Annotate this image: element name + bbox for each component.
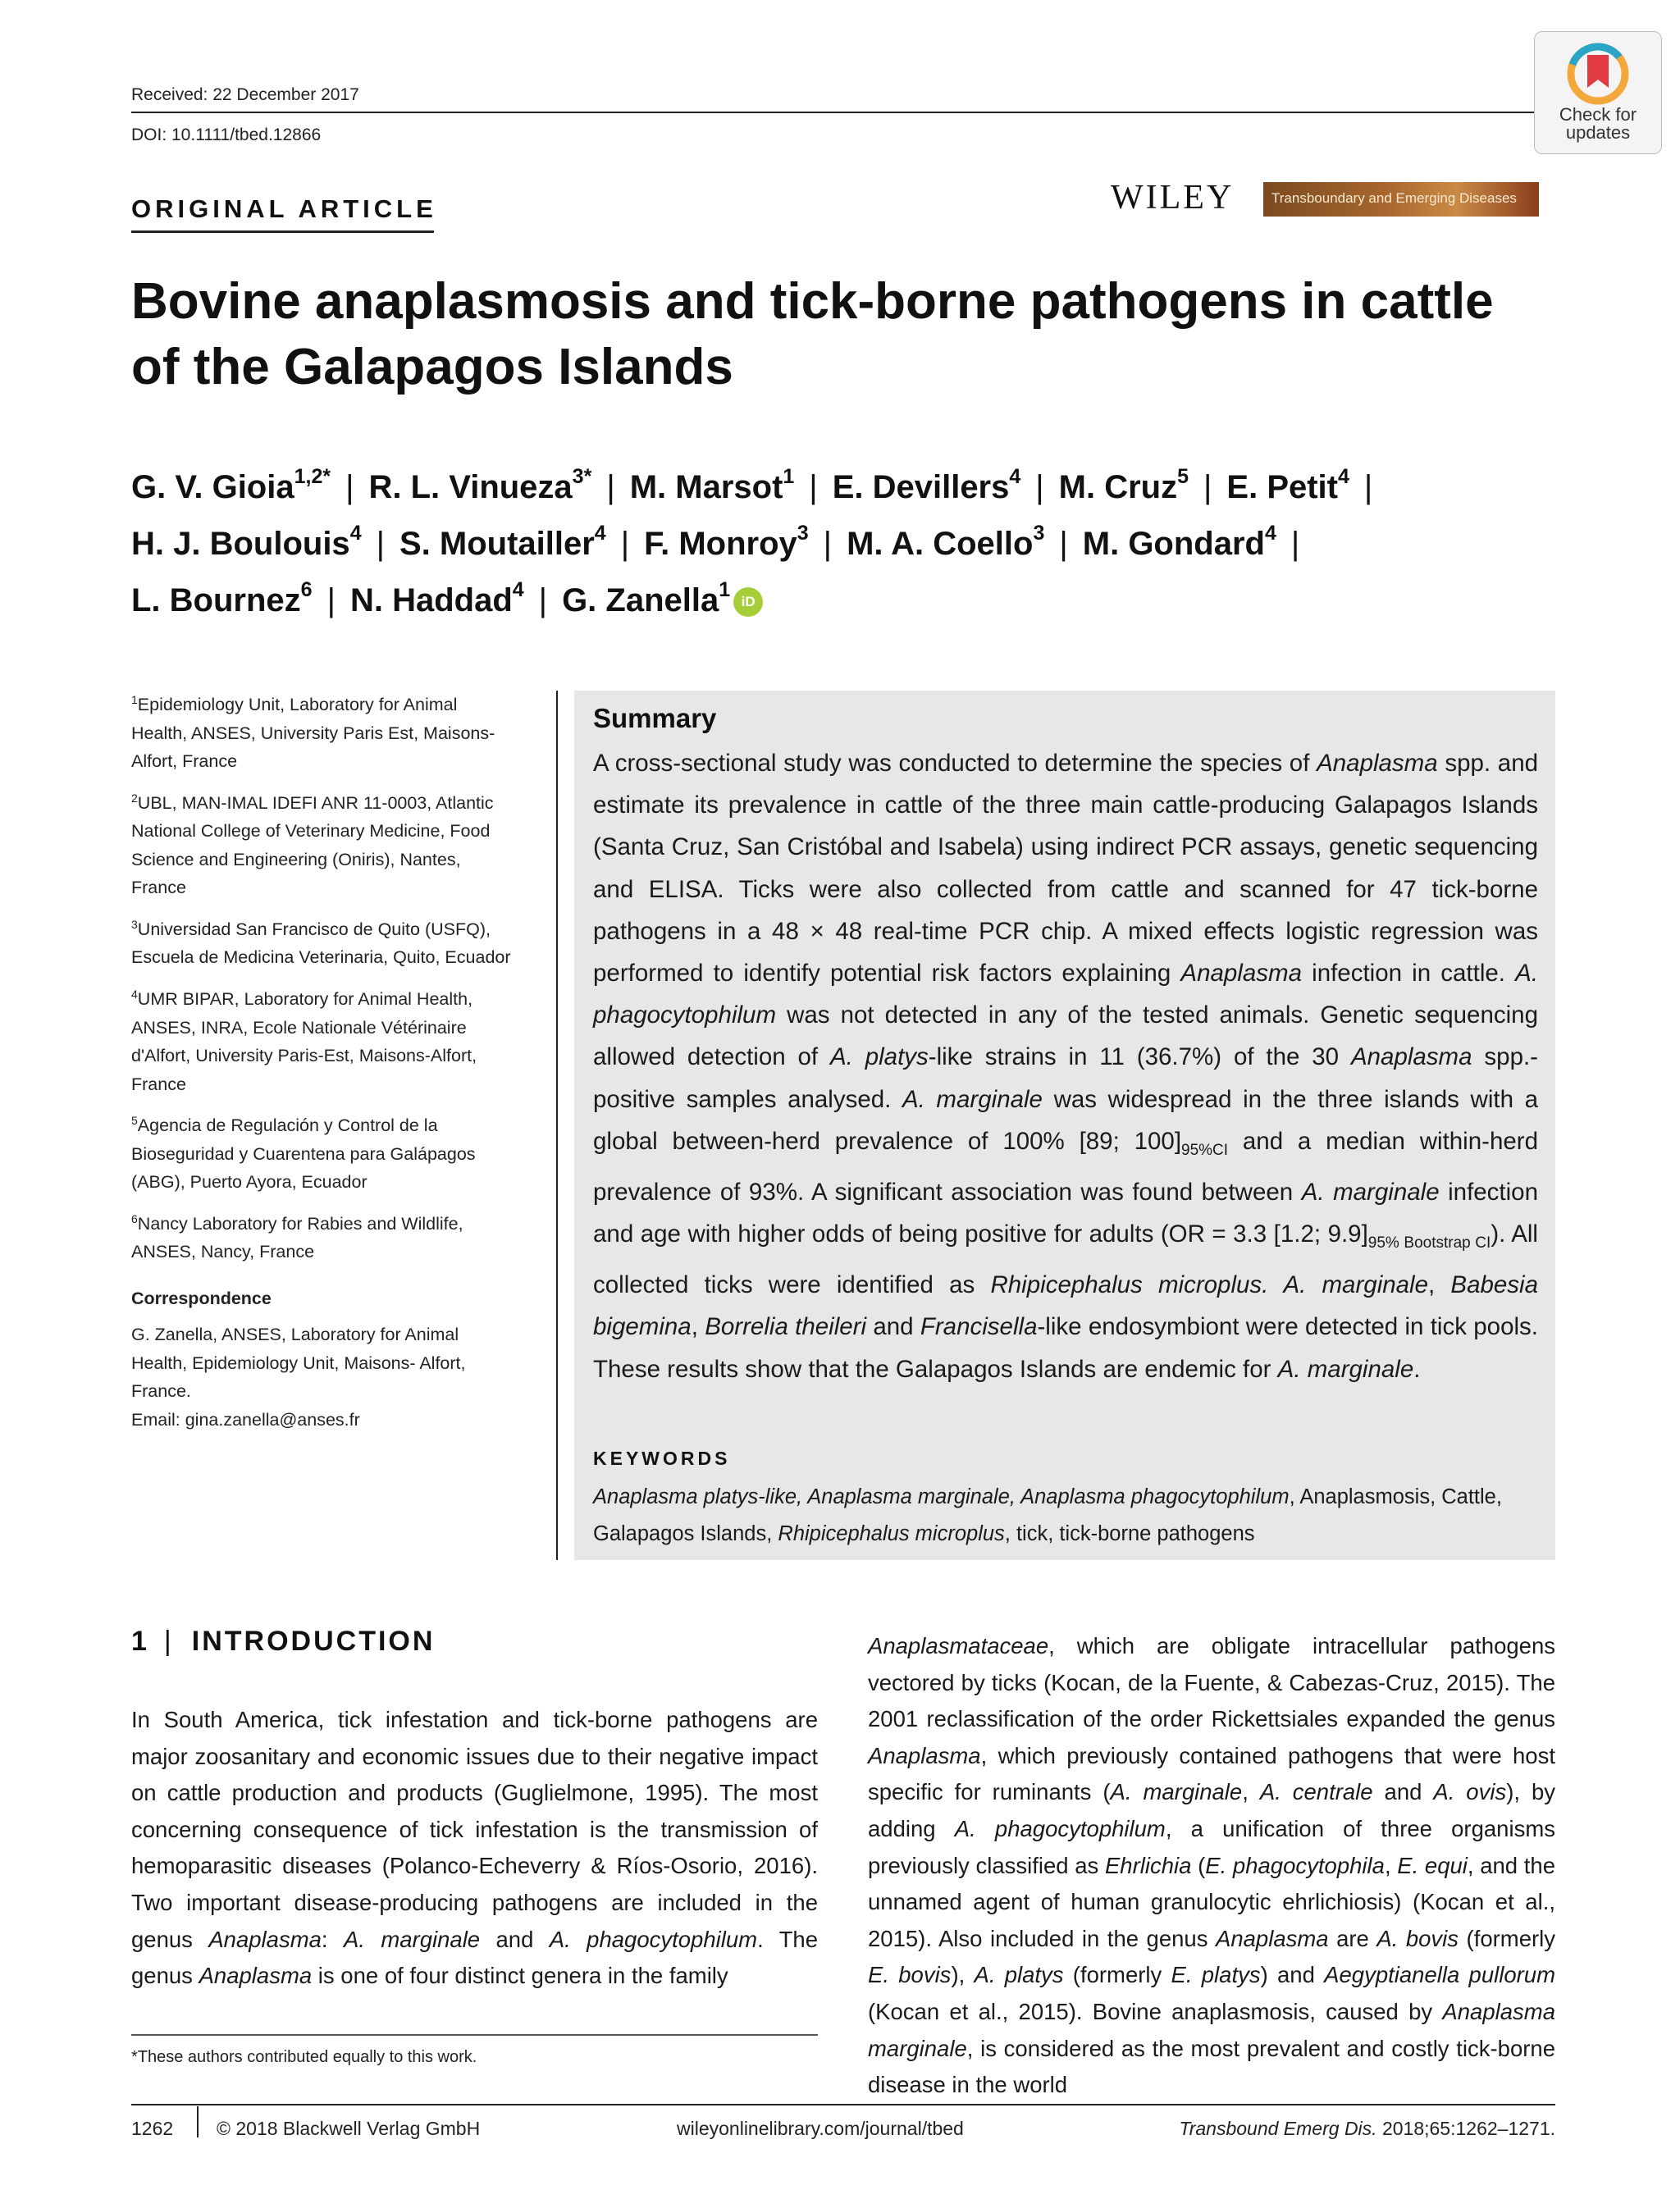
author-name[interactable]: F. Monroy$^3$ [644, 521, 809, 562]
author-separator: | [1290, 526, 1300, 562]
affiliation-item [131, 1205, 517, 1266]
intro-run: are [1328, 1925, 1377, 1951]
author-name[interactable]: M. Cruz$^5$ [1058, 464, 1189, 505]
author-separator: | [823, 526, 833, 562]
affiliation-text: Universidad San Francisco de Quito (USFQ), Escuela de Medicina Veterinaria, Quito, Ecuador [131, 919, 511, 968]
affiliation-item [131, 686, 517, 776]
intro-run: . The genus [131, 1926, 819, 1989]
author-separator: | [538, 582, 548, 618]
affiliation-item [131, 980, 517, 1098]
summary-run: A. phagocytophilum [593, 960, 1539, 1029]
affiliation-number: 6 [131, 1211, 138, 1225]
citation [1179, 2118, 1555, 2140]
summary-run: was widespread in the three islands with a global between-herd prevalence of 100% [89; 100] [593, 1085, 1538, 1155]
summary-run: A cross-sectional study was conducted to determine the species of [593, 750, 1317, 777]
author-affiliation-marker: 1 [719, 577, 731, 601]
correspondence-text: G. Zanella, ANSES, Laboratory for Animal Health, Epidemiology Unit, Maisons- Alfort, France. [131, 1325, 466, 1402]
intro-run: A. ovis [1433, 1779, 1507, 1805]
summary-run: , [691, 1313, 705, 1341]
intro-run: ( [1191, 1852, 1206, 1878]
intro-run: A. phagocytophilum [549, 1926, 758, 1952]
summary-run: -like endosymbiont were detected in tick pools. These results show that the Galapagos Islands are endemic for [593, 1313, 1538, 1383]
intro-right-column [868, 1628, 1555, 2104]
summary-divider [556, 691, 558, 1560]
summary-run: Babesia bigemina [593, 1271, 1539, 1341]
intro-run: , which are obligate intracellular pathogens vectored by ticks (Kocan, de la Fuente, & Cabezas-Cruz, 2015). The 2001 reclassification of the order Rickettsiales expanded the genus [868, 1633, 1555, 1732]
footer-separator [197, 2106, 199, 2137]
author-separator: | [1035, 469, 1044, 505]
author-separator: | [345, 469, 354, 505]
copyright: © 2018 Blackwell Verlag GmbH [217, 2118, 481, 2139]
affiliation-item [131, 1106, 517, 1197]
keyword-run: , tick, tick-borne pathogens [1004, 1522, 1255, 1545]
check-for-updates-badge[interactable] [1534, 31, 1662, 154]
intro-run: , is considered as the most prevalent and costly tick-borne disease in the world [868, 2035, 1555, 2098]
author-separator: | [1203, 469, 1212, 505]
summary-run: Anaplasma [1180, 960, 1302, 988]
affiliation-number: 3 [131, 917, 138, 931]
summary-run: . [1413, 1355, 1421, 1383]
intro-run: In South America, tick infestation and tick-borne pathogens are major zoosanitary and economic issues due to their negative impact on cattle production and products (Guglielmone, 1995). The most concerning consequence of tick infestation is the transmission of hemoparasitic diseases (Polanco-Echeverry & Ríos-Osorio, 2016). Two important disease-producing pathogens are included in the genus [131, 1707, 818, 1952]
intro-run: Anaplasma [868, 1742, 981, 1768]
summary-run: A. marginale [902, 1085, 1043, 1113]
footer-rule [131, 2104, 1555, 2105]
affiliation-text: UMR BIPAR, Laboratory for Animal Health, ANSES, INRA, Ecole Nationale Vétérinaire d'Alfort, University Paris-Est, Maisons-Alfort, France [131, 989, 477, 1094]
summary-run: and a median within-herd prevalence of 93%. A significant association was found between [593, 1127, 1538, 1206]
summary-run: infection in cattle. [1301, 960, 1516, 988]
summary-run: 95%CI [1181, 1141, 1229, 1159]
intro-run: E. platys [1171, 1962, 1261, 1988]
author-affiliation-marker: 4 [1264, 521, 1276, 545]
summary-run: , [1428, 1271, 1451, 1299]
intro-run: is one of four distinct genera in the family [312, 1963, 728, 1989]
keyword-run: Anaplasma platys-like, Anaplasma marginale, Anaplasma phagocytophilum [593, 1485, 1290, 1508]
summary-run: A. platys [829, 1043, 929, 1071]
check-updates-icon [1535, 37, 1661, 111]
summary-run: Rhipicephalus microplus. A. marginale [990, 1271, 1429, 1299]
intro-run: A. marginale [1110, 1779, 1243, 1805]
affiliations [131, 686, 517, 1434]
author-separator: | [620, 526, 630, 562]
summary-run: and [866, 1313, 920, 1341]
affiliation-text: Agencia de Regulación y Control de la Bioseguridad y Cuarentena para Galápagos (ABG), Puerto Ayora, Ecuador [131, 1115, 476, 1193]
intro-run: , [1384, 1852, 1398, 1878]
author-name[interactable]: G. V. Gioia$^{1,2*}$ [131, 464, 331, 505]
article-type-underline [131, 230, 434, 233]
check-updates-label: Check for updates [1559, 104, 1637, 143]
intro-run: A. marginale [343, 1926, 481, 1952]
intro-run: and [480, 1926, 550, 1952]
intro-run: and [1372, 1779, 1434, 1805]
doi: DOI: 10.1111/tbed.12866 [131, 125, 322, 144]
author-separator: | [1363, 469, 1373, 505]
section-separator: | [163, 1626, 174, 1657]
intro-run: , and the unnamed agent of human granulocytic ehrlichiosis) (Kocan et al., 2015). Also included in the genus [868, 1852, 1555, 1951]
author-name[interactable]: S. Moutailler$^4$ [399, 521, 606, 562]
keyword-run: Rhipicephalus microplus [778, 1522, 1005, 1545]
intro-run: E. bovis [868, 1962, 952, 1988]
summary-text [593, 742, 1538, 1390]
intro-run: E. phagocytophila [1205, 1852, 1385, 1878]
author-name[interactable]: N. Haddad$^4$ [349, 577, 524, 618]
keywords-heading: KEYWORDS [593, 1448, 731, 1469]
summary-run: -like strains in 11 (36.7%) of the 30 [928, 1043, 1351, 1071]
intro-run: (formerly [1063, 1962, 1171, 1988]
intro-run: A. centrale [1259, 1779, 1373, 1805]
footnote: *These authors contributed equally to this work. [131, 2048, 477, 2066]
intro-run: A. platys [974, 1962, 1064, 1988]
summary-run: A. marginale [1277, 1355, 1414, 1383]
author-name[interactable]: H. J. Boulouis$^4$ [131, 521, 362, 562]
intro-run: E. equi [1397, 1852, 1468, 1878]
author-separator: | [809, 469, 818, 505]
author-affiliation-marker: 4 [512, 577, 524, 601]
intro-run: A. bovis [1376, 1925, 1459, 1951]
author-name[interactable]: G. Zanella$^1$ [562, 577, 731, 618]
keywords-list [593, 1479, 1538, 1553]
summary-run: spp.-positive samples analysed. [593, 1043, 1538, 1113]
correspondence-heading: Correspondence [131, 1288, 272, 1308]
summary-run: A. marginale [1301, 1178, 1440, 1206]
intro-run: , a unification of three organisms previously classified as [868, 1815, 1555, 1878]
author-affiliation-marker: 4 [1009, 464, 1021, 488]
intro-run: , which previously contained pathogens that were host specific for ruminants ( [868, 1742, 1555, 1805]
author-name[interactable]: E. Petit$^4$ [1226, 464, 1349, 505]
affiliation-list [131, 686, 517, 1266]
keyword-run: , Anaplasmosis, Cattle, Galapagos Islands, [593, 1485, 1502, 1545]
section-heading [131, 1626, 435, 1658]
author-affiliation-marker: 3 [797, 521, 809, 545]
author-affiliation-marker: 4 [1338, 464, 1349, 488]
author-affiliation-marker: 5 [1177, 464, 1189, 488]
citation-journal: Transbound Emerg Dis. [1179, 2118, 1377, 2139]
summary-run: infection and age with higher odds of being positive for adults (OR = 3.3 [1.2; 9.9] [593, 1178, 1538, 1248]
intro-run: Anaplasma marginale [868, 1998, 1555, 2061]
affiliation-text: Epidemiology Unit, Laboratory for Animal Health, ANSES, University Paris Est, Maisons-Alfort, France [131, 695, 495, 772]
intro-run: ) and [1260, 1962, 1325, 1988]
summary-run: Anaplasma [1317, 750, 1438, 777]
page-number: 1262 [131, 2118, 174, 2139]
author-name[interactable]: E. Devillers$^4$ [832, 464, 1021, 505]
intro-run: Ehrlichia [1104, 1852, 1192, 1878]
journal-banner [1263, 182, 1539, 217]
intro-run: : [321, 1926, 344, 1952]
author-affiliation-marker: 4 [594, 521, 606, 545]
author-separator: | [606, 469, 615, 505]
intro-run: ), [951, 1962, 975, 1988]
author-affiliation-marker: 4 [349, 521, 362, 545]
author-name[interactable]: R. L. Vinueza$^{3*}$ [368, 464, 592, 505]
intro-run: ), by adding [868, 1779, 1555, 1841]
intro-run: Anaplasmataceae [868, 1633, 1049, 1658]
author-affiliation-marker: 3 [1033, 521, 1045, 545]
intro-run: A. phagocytophilum [954, 1815, 1166, 1841]
affiliation-item [131, 784, 517, 902]
intro-run: Anaplasma [1215, 1925, 1329, 1951]
summary-run: Francisella [920, 1313, 1038, 1341]
received-date: Received: 22 December 2017 [131, 85, 359, 104]
author-separator: | [376, 526, 385, 562]
section-number: 1 [131, 1626, 149, 1657]
author-affiliation-marker: 1 [783, 464, 795, 488]
intro-run: , [1242, 1779, 1260, 1805]
author-affiliation-marker: 3* [572, 464, 592, 488]
author-name[interactable]: M. Marsot$^1$ [629, 464, 795, 505]
author-affiliation-marker: 1,2* [294, 464, 331, 488]
author-name[interactable]: L. Bournez$^6$ [131, 577, 313, 618]
footnote-rule [131, 2034, 818, 2036]
affiliation-number: 2 [131, 791, 138, 805]
affiliation-item [131, 910, 517, 972]
affiliation-number: 5 [131, 1114, 138, 1128]
summary-run: 95% Bootstrap CI [1367, 1234, 1491, 1252]
intro-run: Aegyptianella pullorum [1324, 1962, 1555, 1988]
author-affiliation-marker: 6 [300, 577, 313, 601]
author-name[interactable]: M. A. Coello$^3$ [847, 521, 1045, 562]
author-separator: | [326, 582, 336, 618]
journal-banner-text: Transboundary and Emerging Diseases [1271, 190, 1517, 206]
section-title: INTRODUCTION [191, 1626, 436, 1657]
journal-url[interactable]: wileyonlinelibrary.com/journal/tbed [677, 2118, 964, 2139]
article-type: ORIGINAL ARTICLE [131, 194, 437, 223]
publisher-logo: WILEY [1111, 179, 1235, 217]
summary-run: spp. and estimate its prevalence in cattle of the three main cattle-producing Galapagos Islands (Santa Cruz, San Cristóbal and Isabela) using indirect PCR assays, genetic sequencing and ELISA. Ticks were also collected from cattle and scanned for 47 tick-borne pathogens in a 48 × 48 real-time PCR chip. A mixed effects logistic regression was performed to identify potential risk factors explaining [593, 750, 1539, 988]
intro-run: (Kocan et al., 2015). Bovine anaplasmosis, caused by [868, 1998, 1443, 2024]
affiliation-number: 1 [131, 693, 138, 706]
article-title: Bovine anaplasmosis and tick-borne pathogens in cattle of the Galapagos Islands [131, 273, 1494, 395]
summary-run: Borrelia theileri [705, 1313, 867, 1341]
intro-run: (formerly [1459, 1925, 1556, 1951]
affiliation-text: UBL, MAN-IMAL IDEFI ANR 11-0003, Atlantic National College of Veterinary Medicine, Food Science and Engineering (Oniris), Nantes, France [131, 792, 494, 898]
author-separator: | [1059, 526, 1068, 562]
correspondence-email[interactable]: Email: gina.zanella@anses.fr [131, 1409, 360, 1430]
affiliation-text: Nancy Laboratory for Rabies and Wildlife, ANSES, Nancy, France [131, 1213, 463, 1262]
orcid-icon[interactable]: iD [733, 587, 763, 617]
header-rule [131, 112, 1542, 113]
intro-left-column [131, 1702, 818, 1995]
author-name[interactable]: M. Gondard$^4$ [1082, 521, 1276, 562]
affiliation-number: 4 [131, 987, 138, 1001]
author-list [131, 459, 1559, 629]
summary-run: was not detected in any of the tested animals. Genetic sequencing allowed detection of [593, 1001, 1538, 1071]
summary-heading: Summary [593, 703, 717, 733]
intro-run: Anaplasma [208, 1926, 322, 1952]
citation-details: 2018;65:1262–1271. [1376, 2118, 1555, 2139]
summary-run: ). All collected ticks were identified as [593, 1220, 1538, 1299]
summary-run: Anaplasma [1350, 1043, 1472, 1071]
intro-run: Anaplasma [199, 1963, 313, 1989]
